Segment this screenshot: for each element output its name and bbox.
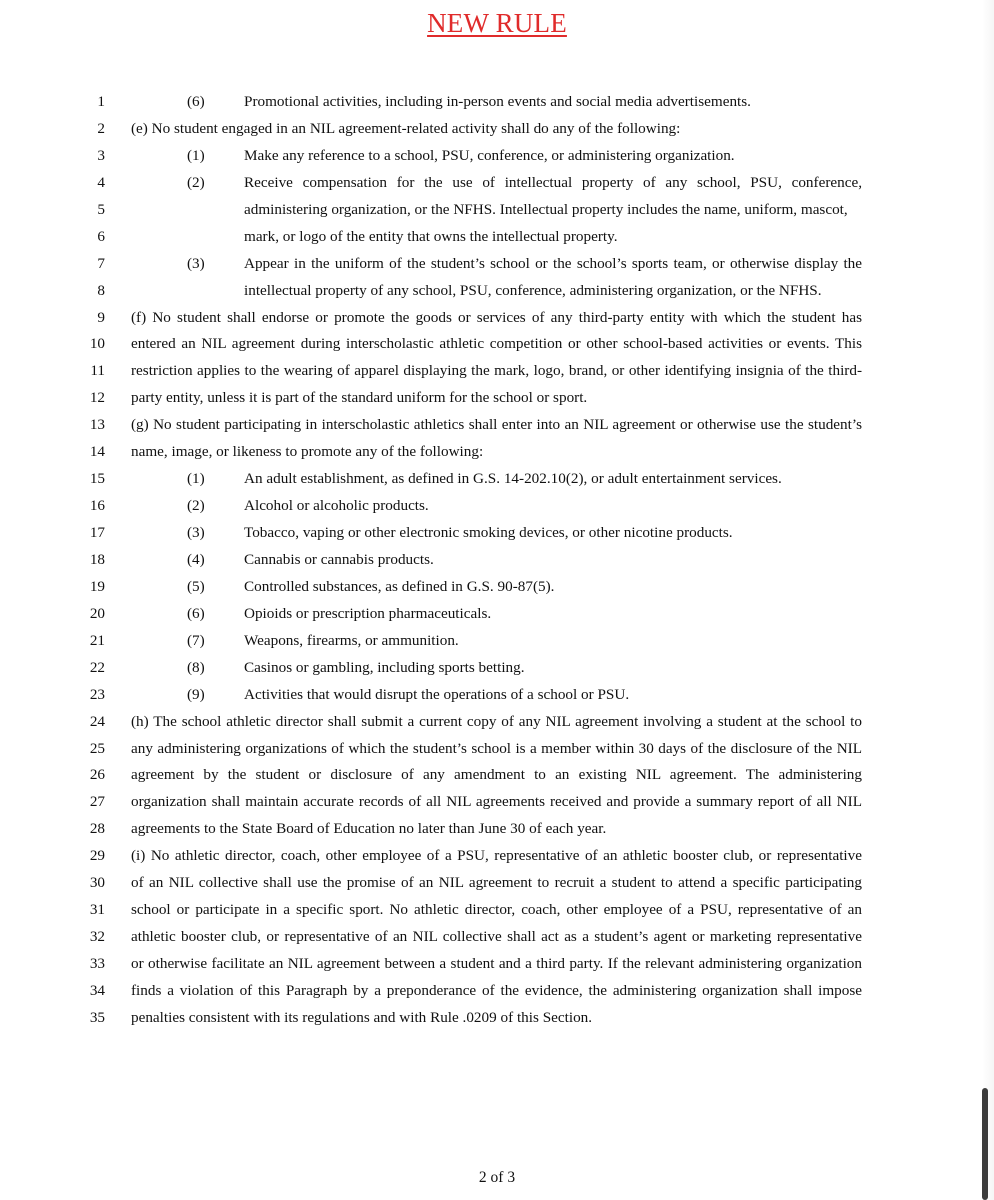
line-number: 27 [89, 793, 105, 811]
line-text: or otherwise facilitate an NIL agreement between a student and a third party. If the relevant administering organization [131, 955, 862, 972]
document-title: NEW RULE [427, 8, 567, 38]
document-line [0, 224, 994, 251]
document-line [0, 251, 994, 278]
vertical-scrollbar[interactable] [982, 1088, 988, 1200]
line-text: agreements to the State Board of Education no later than June 30 of each year. [131, 820, 607, 838]
document-line [0, 466, 994, 493]
line-number: 33 [89, 955, 105, 972]
line-number: 28 [89, 820, 105, 838]
line-text: Cannabis or cannabis products. [244, 550, 434, 568]
line-number: 13 [89, 416, 105, 434]
document-line [0, 897, 994, 924]
line-number: 30 [89, 874, 105, 892]
line-number: 23 [89, 685, 105, 703]
document-line [0, 601, 994, 628]
page-number: 2 of 3 [478, 1169, 516, 1186]
document-line [0, 520, 994, 547]
line-number: 19 [89, 577, 105, 595]
list-item-marker: (6) [187, 604, 205, 622]
list-item-marker: (6) [187, 93, 205, 110]
document-line [0, 547, 994, 574]
line-text: party entity, unless it is part of the standard uniform for the school or sport. [131, 389, 588, 407]
document-line [0, 305, 994, 332]
document-line [0, 709, 994, 736]
line-text: (i) No athletic director, coach, other employee of a PSU, representative of an athletic booster club, or representative [131, 847, 862, 865]
line-text: entered an NIL agreement during interscholastic athletic competition or other school-based activities or events. This [131, 335, 862, 353]
line-text: Make any reference to a school, PSU, conference, or administering organization. [244, 146, 735, 164]
line-text: school or participate in a specific sport. No athletic director, coach, other employee of a PSU, representative of an [131, 901, 862, 919]
line-number: 7 [97, 254, 105, 272]
page-edge-shade [982, 0, 994, 1200]
line-number: 31 [89, 901, 105, 919]
line-text: (f) No student shall endorse or promote the goods or services of any third-party entity with which the student has [131, 308, 862, 326]
line-text: (h) The school athletic director shall submit a current copy of any NIL agreement involving a student at the school to [131, 712, 862, 730]
list-item-marker: (3) [187, 254, 205, 272]
line-number: 1 [97, 93, 105, 110]
document-line [0, 197, 994, 224]
line-text: finds a violation of this Paragraph by a preponderance of the evidence, the administering organization shall impose [131, 981, 862, 999]
line-text: Tobacco, vaping or other electronic smoking devices, or other nicotine products. [244, 524, 733, 541]
line-text: Appear in the uniform of the student’s school or the school’s sports team, or otherwise display the [244, 254, 862, 272]
document-line [0, 385, 994, 412]
line-text: Receive compensation for the use of intellectual property of any school, PSU, conference, [244, 173, 862, 191]
document-line [0, 116, 994, 143]
list-item-marker: (1) [187, 470, 205, 488]
document-line [0, 493, 994, 520]
line-number: 15 [89, 470, 105, 488]
line-number: 6 [97, 227, 105, 245]
list-item-marker: (3) [187, 524, 205, 541]
document-line [0, 331, 994, 358]
line-text: Controlled substances, as defined in G.S. 90-87(5). [244, 577, 555, 595]
line-text: intellectual property of any school, PSU, conference, administering organization, or the NFHS. [244, 281, 822, 299]
line-number: 10 [89, 335, 105, 353]
document-line [0, 143, 994, 170]
line-number: 21 [89, 631, 105, 649]
line-text: agreement by the student or disclosure of any amendment to an existing NIL agreement. The administering [131, 766, 862, 784]
document-line [0, 170, 994, 197]
line-number: 11 [90, 362, 105, 380]
list-item-marker: (1) [187, 146, 205, 164]
line-number: 25 [89, 739, 105, 757]
line-number: 2 [97, 119, 105, 137]
list-item-marker: (2) [187, 497, 205, 515]
document-line [0, 628, 994, 655]
list-item-marker: (9) [187, 685, 205, 703]
line-number: 9 [97, 308, 105, 326]
line-number: 5 [97, 200, 105, 218]
line-number: 24 [89, 712, 105, 730]
document-line [0, 278, 994, 305]
line-text: penalties consistent with its regulations and with Rule .0209 of this Section. [131, 1008, 593, 1026]
numbered-lines [0, 89, 994, 1032]
line-text: name, image, or likeness to promote any of the following: [131, 443, 484, 461]
line-number: 20 [89, 604, 105, 622]
line-text: of an NIL collective shall use the promise of an NIL agreement to recruit a student to attend a specific participating [131, 874, 862, 892]
document-line [0, 816, 994, 843]
line-text: Weapons, firearms, or ammunition. [244, 631, 459, 649]
document-line [0, 762, 994, 789]
list-item-marker: (7) [187, 631, 205, 649]
line-number: 16 [89, 497, 105, 515]
line-text: Alcohol or alcoholic products. [244, 497, 429, 515]
list-item-marker: (2) [187, 173, 205, 191]
line-text: Activities that would disrupt the operations of a school or PSU. [244, 685, 630, 703]
line-text: administering organization, or the NFHS. Intellectual property includes the name, uniform, mascot, [244, 200, 848, 218]
document-line [0, 89, 994, 116]
document-line [0, 358, 994, 385]
line-text: organization shall maintain accurate records of all NIL agreements received and provide a summary report of all NIL [131, 793, 862, 811]
document-line [0, 789, 994, 816]
line-number: 34 [89, 981, 105, 999]
line-number: 18 [89, 550, 105, 568]
line-number: 12 [89, 389, 105, 407]
line-text: Casinos or gambling, including sports betting. [244, 658, 525, 676]
line-text: restriction applies to the wearing of apparel displaying the mark, logo, brand, or other identifying insignia of the third- [131, 362, 862, 380]
line-text: mark, or logo of the entity that owns the intellectual property. [244, 227, 618, 245]
line-text: An adult establishment, as defined in G.S. 14-202.10(2), or adult entertainment services. [244, 470, 782, 488]
document-line [0, 412, 994, 439]
line-number: 17 [89, 524, 105, 541]
list-item-marker: (4) [187, 550, 205, 568]
line-number: 14 [89, 443, 105, 461]
document-line [0, 736, 994, 763]
line-number: 29 [89, 847, 105, 865]
line-text: athletic booster club, or representative of an NIL collective shall act as a student’s agent or marketing representative [131, 928, 862, 946]
document-line [0, 870, 994, 897]
line-text: Opioids or prescription pharmaceuticals. [244, 604, 492, 622]
line-number: 22 [89, 658, 105, 676]
line-number: 26 [89, 766, 105, 784]
document-line [0, 843, 994, 870]
line-number: 4 [97, 173, 105, 191]
document-line [0, 1005, 994, 1032]
list-item-marker: (8) [187, 658, 205, 676]
line-number: 35 [89, 1008, 105, 1026]
line-text: Promotional activities, including in-person events and social media advertisements. [244, 93, 751, 110]
document-line [0, 951, 994, 978]
line-text: (e) No student engaged in an NIL agreement-related activity shall do any of the following: [131, 119, 681, 137]
line-number: 3 [97, 146, 105, 164]
document-line [0, 924, 994, 951]
line-text: (g) No student participating in interscholastic athletics shall enter into an NIL agreement or otherwise use the student’s [131, 416, 862, 434]
list-item-marker: (5) [187, 577, 205, 595]
line-text: any administering organizations of which the student’s school is a member within 30 days of the disclosure of the NIL [131, 739, 862, 757]
document-line [0, 574, 994, 601]
document-line [0, 978, 994, 1005]
document-line [0, 682, 994, 709]
line-number: 8 [97, 281, 105, 299]
document-line [0, 655, 994, 682]
document-line [0, 439, 994, 466]
line-number: 32 [89, 928, 105, 946]
